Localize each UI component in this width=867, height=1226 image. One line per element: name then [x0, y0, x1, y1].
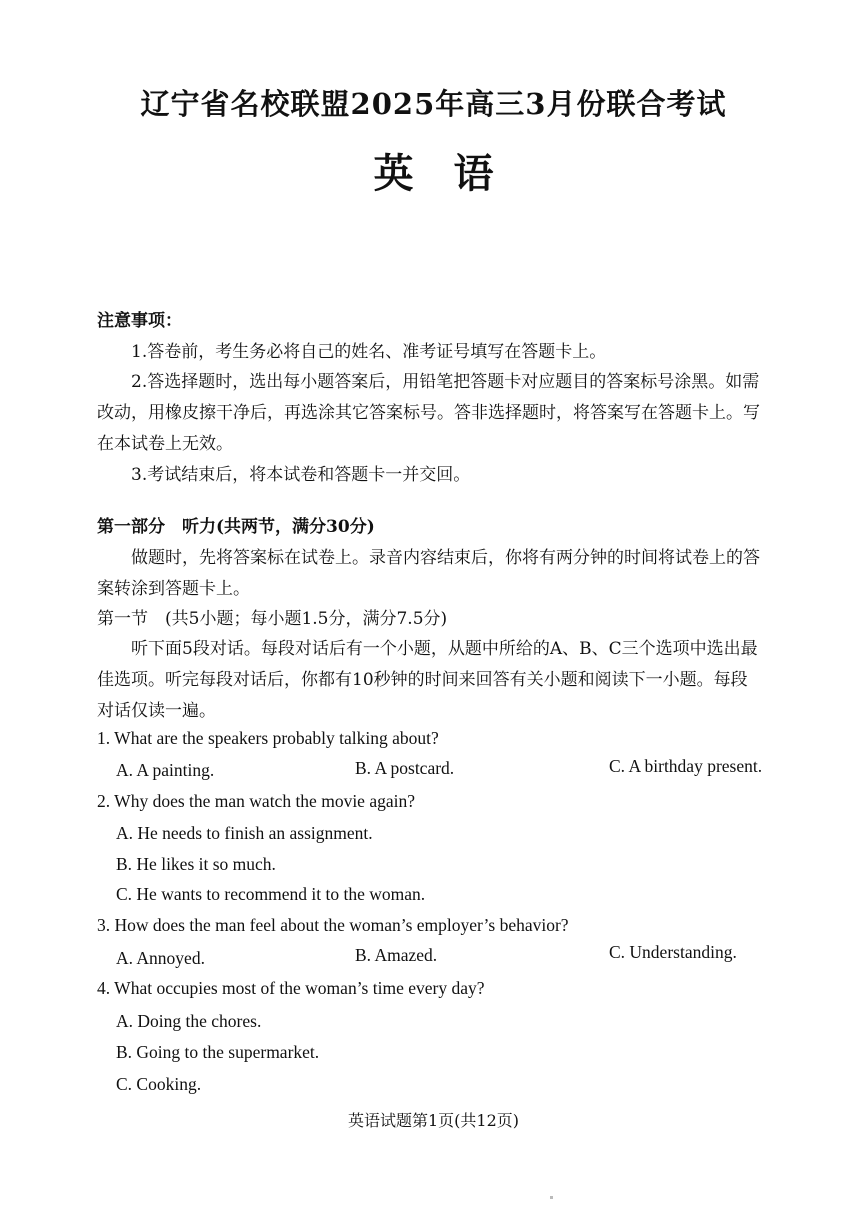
question-2-stem: 2. Why does the man watch the movie again?: [97, 791, 415, 811]
question-3-option-a: A. Annoyed.: [116, 948, 205, 968]
question-4-option-a: A. Doing the chores.: [116, 1011, 262, 1031]
question-2-option-b: B. He likes it so much.: [116, 854, 276, 874]
notes-item-2-line-1: 2.答选择题时，选出每小题答案后，用铅笔把答题卡对应题目的答案标号涂黑。如需: [131, 372, 760, 392]
notes-item-3: 3.考试结束后，将本试卷和答题卡一并交回。: [131, 465, 471, 485]
notes-item-2-line-2: 改动，用橡皮擦干净后，再选涂其它答案标号。答非选择题时，将答案写在答题卡上。写: [97, 403, 760, 423]
question-4-option-b: B. Going to the supermarket.: [116, 1042, 320, 1062]
question-1-option-c: C. A birthday present.: [609, 756, 763, 776]
part1-intro-line-2: 案转涂到答题卡上。: [97, 579, 250, 599]
question-4-option-c: C. Cooking.: [116, 1074, 202, 1094]
part1-heading: 第一部分 听力(共两节，满分30分): [97, 517, 375, 537]
exam-title: 辽宁省名校联盟2025年高三3月份联合考试: [140, 87, 727, 121]
question-2-option-c: C. He wants to recommend it to the woman.: [116, 884, 426, 904]
question-3-stem: 3. How does the man feel about the woman’s employer’s behavior?: [97, 915, 569, 935]
subject-title: 英语: [373, 150, 534, 197]
question-3-option-c: C. Understanding.: [609, 942, 737, 962]
notes-heading: 注意事项：: [97, 311, 182, 331]
section1-line-2: 佳选项。听完每段对话后，你都有10秒钟的时间来回答有关小题和阅读下一小题。每段: [97, 670, 748, 690]
notes-item-1: 1.答卷前，考生务必将自己的姓名、准考证号填写在答题卡上。: [131, 342, 607, 362]
section1-line-3: 对话仅读一遍。: [97, 701, 216, 721]
question-1-option-b: B. A postcard.: [355, 758, 455, 778]
page-footer: 英语试题第1页(共12页): [347, 1111, 520, 1130]
section1-line-1: 听下面5段对话。每段对话后有一个小题，从题中所给的A、B、C三个选项中选出最: [131, 639, 758, 659]
scan-speck: [550, 1196, 553, 1199]
question-1-stem: 1. What are the speakers probably talking about?: [97, 728, 439, 748]
section1-heading: 第一节 (共5小题；每小题1.5分，满分7.5分): [97, 609, 448, 629]
question-2-option-a: A. He needs to finish an assignment.: [116, 823, 373, 843]
part1-intro-line-1: 做题时，先将答案标在试卷上。录音内容结束后，你将有两分钟的时间将试卷上的答: [131, 548, 760, 568]
question-1-option-a: A. A painting.: [116, 760, 215, 780]
question-4-stem: 4. What occupies most of the woman’s time every day?: [97, 978, 485, 998]
question-3-option-b: B. Amazed.: [355, 945, 438, 965]
notes-item-2-line-3: 在本试卷上无效。: [97, 434, 233, 454]
